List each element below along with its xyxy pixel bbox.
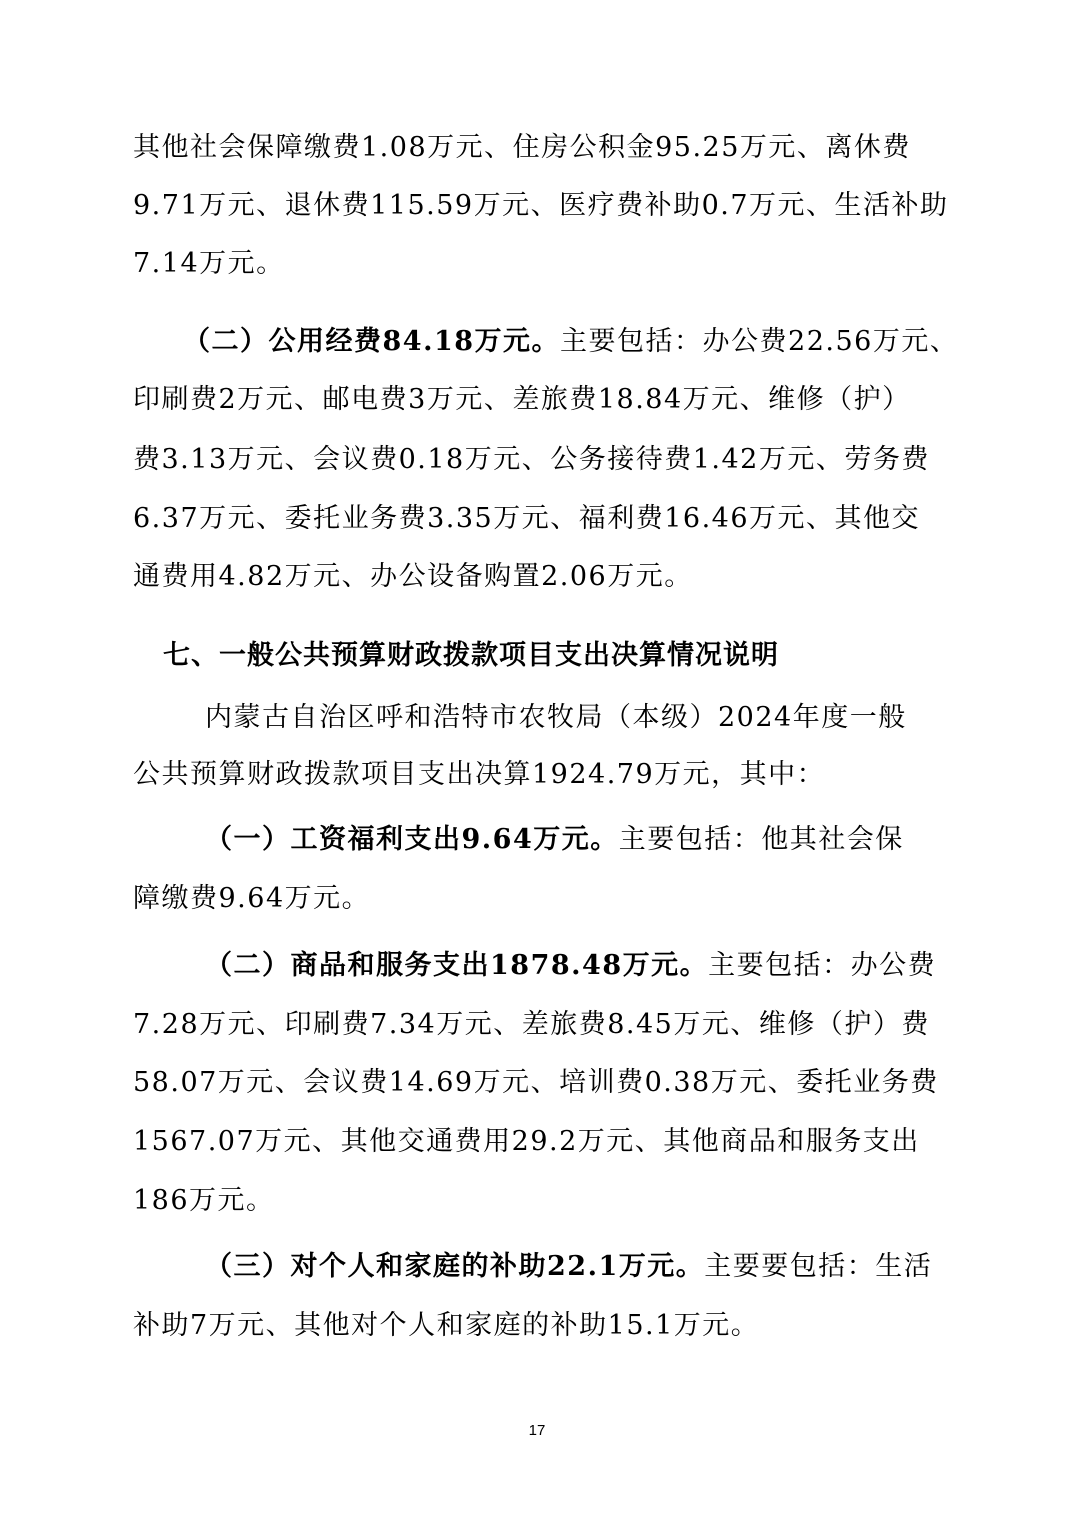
paragraph-line: [205, 1247, 1025, 1287]
paragraph-lead: （三）对个人和家庭的补助22.1万元。: [205, 1251, 705, 1282]
paragraph-line: 1567.07万元、其他交通费用29.2万元、其他商品和服务支出: [133, 1126, 920, 1157]
paragraph-line: [183, 322, 1003, 362]
paragraph-lead: （一）工资福利支出9.64万元。: [205, 824, 619, 855]
paragraph-line: 障缴费9.64万元。: [133, 883, 371, 914]
paragraph-line: 公共预算财政拨款项目支出决算1924.79万元，其中：: [133, 759, 826, 790]
paragraph-line: 186万元。: [133, 1185, 275, 1216]
paragraph-line: 58.07万元、会议费14.69万元、培训费0.38万元、委托业务费: [133, 1067, 939, 1098]
paragraph-line: 其他社会保障缴费1.08万元、住房公积金95.25万元、离休费: [133, 132, 911, 163]
paragraph-line: 内蒙古自治区呼和浩特市农牧局（本级）2024年度一般: [205, 702, 907, 733]
paragraph-line: 补助7万元、其他对个人和家庭的补助15.1万元。: [133, 1310, 760, 1341]
paragraph-text: 主要包括：办公费: [708, 950, 937, 981]
paragraph-line: 费3.13万元、会议费0.18万元、公务接待费1.42万元、劳务费: [133, 444, 930, 475]
paragraph-line: 通费用4.82万元、办公设备购置2.06万元。: [133, 561, 693, 592]
paragraph-line: 印刷费2万元、邮电费3万元、差旅费18.84万元、维修（护）: [133, 384, 911, 415]
paragraph-line: [205, 946, 1025, 986]
paragraph-line: 7.28万元、印刷费7.34万元、差旅费8.45万元、维修（护）费: [133, 1009, 930, 1040]
paragraph-line: 6.37万元、委托业务费3.35万元、福利费16.46万元、其他交: [133, 503, 921, 534]
paragraph-text: 主要包括：办公费22.56万元、: [560, 326, 959, 357]
page-number: 17: [528, 1422, 546, 1439]
section-heading: 七、一般公共预算财政拨款项目支出决算情况说明: [163, 640, 779, 671]
paragraph-lead: （二）公用经费84.18万元。: [183, 326, 561, 357]
paragraph-line: 9.71万元、退休费115.59万元、医疗费补助0.7万元、生活补助: [133, 190, 949, 221]
paragraph-text: 主要要包括：生活: [704, 1251, 933, 1282]
paragraph-line: 7.14万元。: [133, 248, 285, 279]
paragraph-line: [205, 820, 1025, 860]
paragraph-lead: （二）商品和服务支出1878.48万元。: [205, 950, 709, 981]
paragraph-text: 主要包括：他其社会保: [618, 824, 904, 855]
